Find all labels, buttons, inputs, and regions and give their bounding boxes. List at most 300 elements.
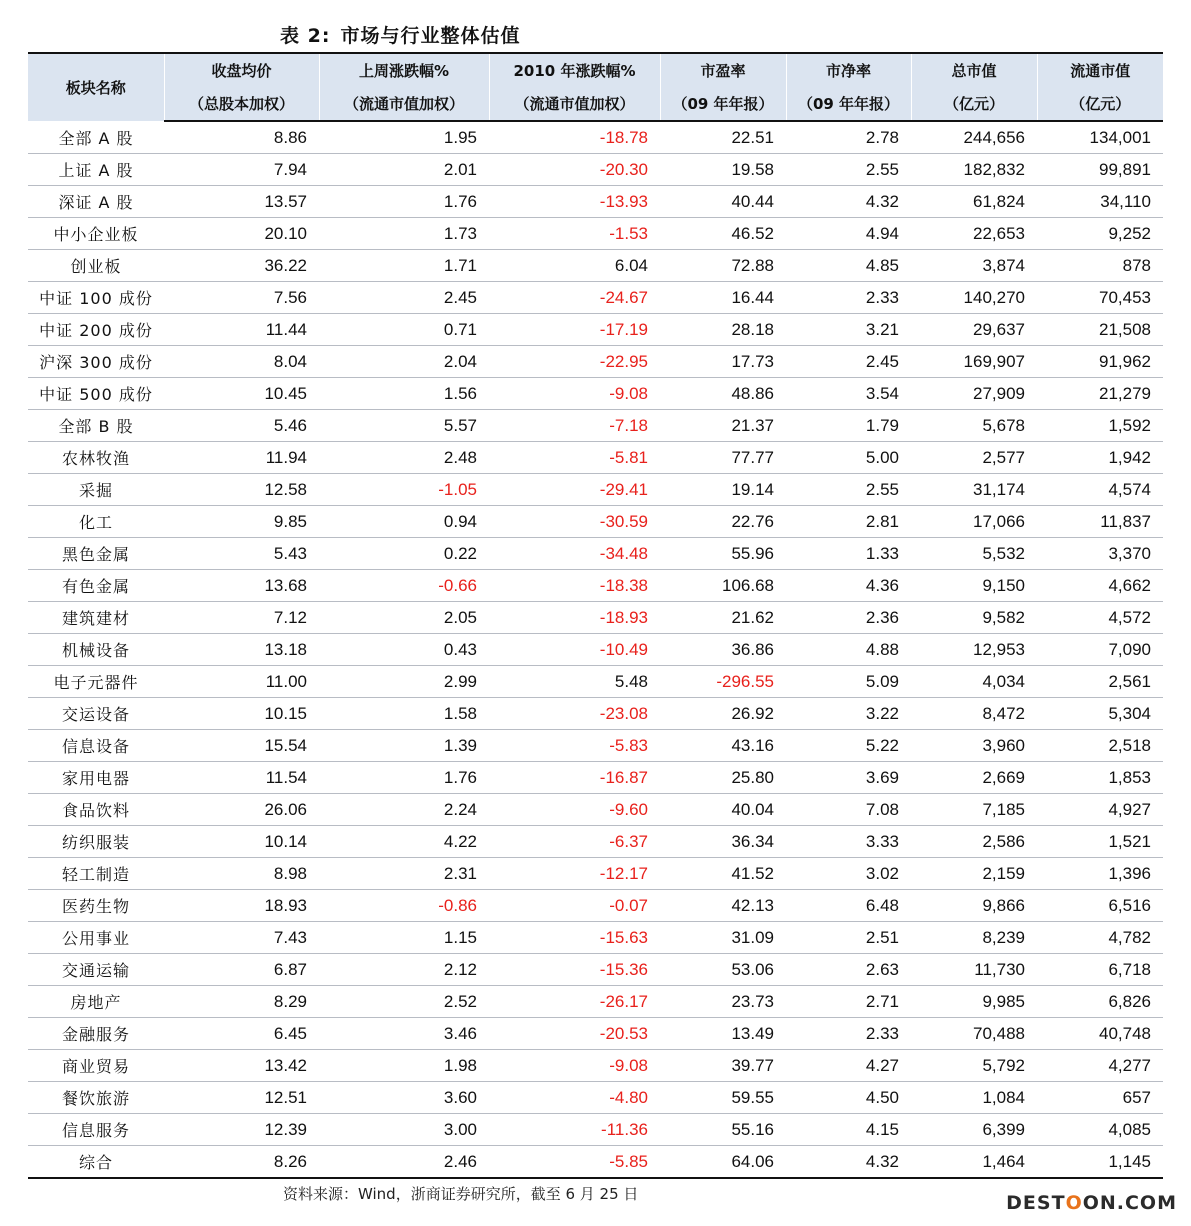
cell-ytd-change: -10.49 (489, 634, 660, 666)
cell-total-cap: 8,472 (911, 698, 1037, 730)
cell-float-cap: 4,085 (1037, 1114, 1163, 1146)
cell-total-cap: 7,185 (911, 794, 1037, 826)
cell-weekly-change: -1.05 (319, 474, 489, 506)
cell-weekly-change: 0.94 (319, 506, 489, 538)
cell-pb-ratio: 2.63 (786, 954, 911, 986)
cell-sector-name: 化工 (28, 506, 164, 538)
cell-total-cap: 70,488 (911, 1018, 1037, 1050)
cell-pe-ratio: 39.77 (660, 1050, 786, 1082)
header-pe-ratio-sub: （09 年年报） (660, 87, 786, 121)
cell-weekly-change: 2.45 (319, 282, 489, 314)
cell-total-cap: 27,909 (911, 378, 1037, 410)
cell-total-cap: 9,985 (911, 986, 1037, 1018)
cell-ytd-change: -15.36 (489, 954, 660, 986)
cell-total-cap: 31,174 (911, 474, 1037, 506)
cell-sector-name: 中证 200 成份 (28, 314, 164, 346)
cell-pb-ratio: 3.22 (786, 698, 911, 730)
cell-total-cap: 29,637 (911, 314, 1037, 346)
cell-close-price: 13.68 (164, 570, 319, 602)
cell-float-cap: 4,782 (1037, 922, 1163, 954)
cell-ytd-change: -12.17 (489, 858, 660, 890)
cell-pe-ratio: 42.13 (660, 890, 786, 922)
cell-pb-ratio: 4.32 (786, 186, 911, 218)
table-row (28, 282, 1163, 314)
cell-total-cap: 9,582 (911, 602, 1037, 634)
cell-ytd-change: -18.38 (489, 570, 660, 602)
cell-weekly-change: 0.43 (319, 634, 489, 666)
cell-float-cap: 5,304 (1037, 698, 1163, 730)
cell-pb-ratio: 2.71 (786, 986, 911, 1018)
cell-total-cap: 8,239 (911, 922, 1037, 954)
cell-sector-name: 电子元器件 (28, 666, 164, 698)
cell-weekly-change: 2.12 (319, 954, 489, 986)
cell-float-cap: 4,662 (1037, 570, 1163, 602)
cell-sector-name: 信息设备 (28, 730, 164, 762)
cell-total-cap: 1,084 (911, 1082, 1037, 1114)
table-row (28, 858, 1163, 890)
cell-weekly-change: -0.66 (319, 570, 489, 602)
cell-ytd-change: -0.07 (489, 890, 660, 922)
cell-total-cap: 17,066 (911, 506, 1037, 538)
cell-total-cap: 169,907 (911, 346, 1037, 378)
cell-sector-name: 深证 A 股 (28, 186, 164, 218)
cell-sector-name: 交通运输 (28, 954, 164, 986)
cell-weekly-change: 1.58 (319, 698, 489, 730)
cell-weekly-change: 1.15 (319, 922, 489, 954)
cell-sector-name: 综合 (28, 1146, 164, 1179)
cell-pb-ratio: 2.33 (786, 282, 911, 314)
cell-weekly-change: 2.46 (319, 1146, 489, 1179)
cell-pb-ratio: 3.69 (786, 762, 911, 794)
cell-float-cap: 1,396 (1037, 858, 1163, 890)
cell-weekly-change: 1.71 (319, 250, 489, 282)
table-row (28, 986, 1163, 1018)
cell-sector-name: 纺织服装 (28, 826, 164, 858)
table-row (28, 250, 1163, 282)
cell-total-cap: 2,669 (911, 762, 1037, 794)
header-close-price: 收盘均价 (164, 53, 319, 87)
table-row (28, 506, 1163, 538)
cell-close-price: 15.54 (164, 730, 319, 762)
cell-pe-ratio: 59.55 (660, 1082, 786, 1114)
cell-sector-name: 机械设备 (28, 634, 164, 666)
cell-weekly-change: 3.60 (319, 1082, 489, 1114)
table-row (28, 634, 1163, 666)
cell-close-price: 20.10 (164, 218, 319, 250)
header-close-price-sub: （总股本加权） (164, 87, 319, 121)
cell-pe-ratio: 31.09 (660, 922, 786, 954)
cell-float-cap: 7,090 (1037, 634, 1163, 666)
table-row (28, 442, 1163, 474)
cell-ytd-change: -20.30 (489, 154, 660, 186)
table-row (28, 666, 1163, 698)
cell-close-price: 5.46 (164, 410, 319, 442)
cell-ytd-change: -11.36 (489, 1114, 660, 1146)
cell-weekly-change: 2.05 (319, 602, 489, 634)
cell-total-cap: 9,150 (911, 570, 1037, 602)
cell-total-cap: 2,586 (911, 826, 1037, 858)
table-row (28, 890, 1163, 922)
cell-ytd-change: -18.93 (489, 602, 660, 634)
cell-pb-ratio: 2.55 (786, 154, 911, 186)
cell-float-cap: 4,277 (1037, 1050, 1163, 1082)
cell-ytd-change: 5.48 (489, 666, 660, 698)
cell-total-cap: 22,653 (911, 218, 1037, 250)
header-row-2 (28, 87, 1163, 121)
cell-weekly-change: 2.52 (319, 986, 489, 1018)
cell-pb-ratio: 3.21 (786, 314, 911, 346)
cell-weekly-change: 2.04 (319, 346, 489, 378)
cell-total-cap: 5,792 (911, 1050, 1037, 1082)
source-note: 资料来源：Wind，浙商证券研究所，截至 6 月 25 日 (283, 1185, 639, 1203)
table-row (28, 346, 1163, 378)
cell-pb-ratio: 1.33 (786, 538, 911, 570)
cell-total-cap: 5,678 (911, 410, 1037, 442)
cell-close-price: 7.12 (164, 602, 319, 634)
cell-pb-ratio: 4.32 (786, 1146, 911, 1179)
cell-close-price: 11.94 (164, 442, 319, 474)
cell-total-cap: 1,464 (911, 1146, 1037, 1179)
cell-weekly-change: 1.76 (319, 186, 489, 218)
cell-weekly-change: 3.00 (319, 1114, 489, 1146)
cell-sector-name: 食品饮料 (28, 794, 164, 826)
cell-pe-ratio: 22.76 (660, 506, 786, 538)
cell-weekly-change: 0.22 (319, 538, 489, 570)
cell-weekly-change: 0.71 (319, 314, 489, 346)
table-row (28, 538, 1163, 570)
cell-pb-ratio: 4.94 (786, 218, 911, 250)
cell-total-cap: 244,656 (911, 121, 1037, 154)
table-row (28, 218, 1163, 250)
cell-total-cap: 9,866 (911, 890, 1037, 922)
cell-sector-name: 全部 B 股 (28, 410, 164, 442)
cell-close-price: 36.22 (164, 250, 319, 282)
cell-pe-ratio: 16.44 (660, 282, 786, 314)
cell-close-price: 11.00 (164, 666, 319, 698)
table-row (28, 186, 1163, 218)
cell-weekly-change: 2.99 (319, 666, 489, 698)
cell-float-cap: 91,962 (1037, 346, 1163, 378)
cell-weekly-change: 1.56 (319, 378, 489, 410)
cell-pb-ratio: 4.36 (786, 570, 911, 602)
cell-pe-ratio: 46.52 (660, 218, 786, 250)
cell-sector-name: 黑色金属 (28, 538, 164, 570)
table-number: 表 2: (280, 25, 331, 47)
cell-sector-name: 公用事业 (28, 922, 164, 954)
cell-sector-name: 有色金属 (28, 570, 164, 602)
cell-float-cap: 2,561 (1037, 666, 1163, 698)
cell-ytd-change: -23.08 (489, 698, 660, 730)
cell-pb-ratio: 6.48 (786, 890, 911, 922)
cell-pb-ratio: 2.55 (786, 474, 911, 506)
cell-pe-ratio: 53.06 (660, 954, 786, 986)
table-row (28, 1050, 1163, 1082)
cell-close-price: 11.54 (164, 762, 319, 794)
cell-close-price: 13.57 (164, 186, 319, 218)
cell-ytd-change: -18.78 (489, 121, 660, 154)
cell-close-price: 7.94 (164, 154, 319, 186)
cell-float-cap: 21,508 (1037, 314, 1163, 346)
cell-weekly-change: -0.86 (319, 890, 489, 922)
cell-float-cap: 1,145 (1037, 1146, 1163, 1179)
cell-pb-ratio: 4.85 (786, 250, 911, 282)
table-body (28, 121, 1163, 1178)
cell-close-price: 9.85 (164, 506, 319, 538)
cell-pb-ratio: 4.88 (786, 634, 911, 666)
cell-pe-ratio: 106.68 (660, 570, 786, 602)
cell-float-cap: 4,572 (1037, 602, 1163, 634)
cell-float-cap: 6,718 (1037, 954, 1163, 986)
cell-ytd-change: -7.18 (489, 410, 660, 442)
watermark-text-post: ON.COM (1082, 1192, 1177, 1214)
cell-float-cap: 21,279 (1037, 378, 1163, 410)
cell-pe-ratio: 72.88 (660, 250, 786, 282)
cell-pb-ratio: 3.02 (786, 858, 911, 890)
cell-close-price: 12.39 (164, 1114, 319, 1146)
cell-total-cap: 182,832 (911, 154, 1037, 186)
cell-ytd-change: -6.37 (489, 826, 660, 858)
cell-ytd-change: -9.08 (489, 378, 660, 410)
cell-total-cap: 2,159 (911, 858, 1037, 890)
cell-weekly-change: 1.95 (319, 121, 489, 154)
cell-pe-ratio: 36.34 (660, 826, 786, 858)
cell-pe-ratio: -296.55 (660, 666, 786, 698)
cell-pe-ratio: 22.51 (660, 121, 786, 154)
cell-weekly-change: 1.98 (319, 1050, 489, 1082)
cell-float-cap: 3,370 (1037, 538, 1163, 570)
cell-ytd-change: -9.08 (489, 1050, 660, 1082)
table-row (28, 794, 1163, 826)
table-row (28, 1146, 1163, 1179)
cell-pe-ratio: 36.86 (660, 634, 786, 666)
table-row (28, 410, 1163, 442)
cell-float-cap: 9,252 (1037, 218, 1163, 250)
header-sector-name: 板块名称 (28, 53, 164, 121)
cell-float-cap: 657 (1037, 1082, 1163, 1114)
cell-weekly-change: 5.57 (319, 410, 489, 442)
cell-weekly-change: 1.73 (319, 218, 489, 250)
cell-pe-ratio: 23.73 (660, 986, 786, 1018)
cell-weekly-change: 1.76 (319, 762, 489, 794)
header-total-cap: 总市值 (911, 53, 1037, 87)
cell-pb-ratio: 5.09 (786, 666, 911, 698)
cell-pb-ratio: 2.45 (786, 346, 911, 378)
cell-float-cap: 6,516 (1037, 890, 1163, 922)
cell-pb-ratio: 2.51 (786, 922, 911, 954)
cell-float-cap: 2,518 (1037, 730, 1163, 762)
cell-close-price: 8.98 (164, 858, 319, 890)
cell-close-price: 10.14 (164, 826, 319, 858)
cell-close-price: 12.51 (164, 1082, 319, 1114)
cell-sector-name: 中小企业板 (28, 218, 164, 250)
cell-sector-name: 沪深 300 成份 (28, 346, 164, 378)
cell-pb-ratio: 5.00 (786, 442, 911, 474)
cell-total-cap: 2,577 (911, 442, 1037, 474)
cell-close-price: 18.93 (164, 890, 319, 922)
cell-pe-ratio: 64.06 (660, 1146, 786, 1179)
cell-pe-ratio: 21.37 (660, 410, 786, 442)
cell-float-cap: 878 (1037, 250, 1163, 282)
cell-pe-ratio: 77.77 (660, 442, 786, 474)
cell-sector-name: 创业板 (28, 250, 164, 282)
cell-pe-ratio: 17.73 (660, 346, 786, 378)
cell-float-cap: 1,942 (1037, 442, 1163, 474)
table-row (28, 1114, 1163, 1146)
table-row (28, 314, 1163, 346)
cell-pb-ratio: 2.33 (786, 1018, 911, 1050)
cell-total-cap: 12,953 (911, 634, 1037, 666)
cell-ytd-change: -5.85 (489, 1146, 660, 1179)
cell-ytd-change: -15.63 (489, 922, 660, 954)
table-row (28, 1018, 1163, 1050)
cell-pe-ratio: 41.52 (660, 858, 786, 890)
header-ytd-change-sub: （流通市值加权） (489, 87, 660, 121)
header-float-cap-sub: （亿元） (1037, 87, 1163, 121)
cell-ytd-change: -20.53 (489, 1018, 660, 1050)
cell-sector-name: 农林牧渔 (28, 442, 164, 474)
valuation-table (28, 52, 1163, 1179)
table-header (28, 53, 1163, 121)
header-ytd-change: 2010 年涨跌幅% (489, 53, 660, 87)
cell-total-cap: 6,399 (911, 1114, 1037, 1146)
cell-float-cap: 1,592 (1037, 410, 1163, 442)
cell-sector-name: 商业贸易 (28, 1050, 164, 1082)
cell-pe-ratio: 43.16 (660, 730, 786, 762)
cell-close-price: 11.44 (164, 314, 319, 346)
cell-weekly-change: 1.39 (319, 730, 489, 762)
table-row (28, 378, 1163, 410)
table-title (280, 20, 520, 52)
cell-sector-name: 全部 A 股 (28, 121, 164, 154)
cell-sector-name: 上证 A 股 (28, 154, 164, 186)
cell-sector-name: 信息服务 (28, 1114, 164, 1146)
cell-close-price: 26.06 (164, 794, 319, 826)
cell-pe-ratio: 40.44 (660, 186, 786, 218)
cell-ytd-change: -16.87 (489, 762, 660, 794)
cell-close-price: 12.58 (164, 474, 319, 506)
cell-pb-ratio: 4.15 (786, 1114, 911, 1146)
cell-ytd-change: 6.04 (489, 250, 660, 282)
cell-weekly-change: 4.22 (319, 826, 489, 858)
cell-pb-ratio: 7.08 (786, 794, 911, 826)
cell-pe-ratio: 55.96 (660, 538, 786, 570)
cell-pb-ratio: 3.33 (786, 826, 911, 858)
cell-close-price: 8.04 (164, 346, 319, 378)
table-row (28, 474, 1163, 506)
cell-close-price: 6.45 (164, 1018, 319, 1050)
cell-total-cap: 5,532 (911, 538, 1037, 570)
cell-pb-ratio: 2.78 (786, 121, 911, 154)
cell-sector-name: 餐饮旅游 (28, 1082, 164, 1114)
cell-sector-name: 金融服务 (28, 1018, 164, 1050)
cell-pe-ratio: 26.92 (660, 698, 786, 730)
cell-weekly-change: 2.24 (319, 794, 489, 826)
cell-sector-name: 轻工制造 (28, 858, 164, 890)
header-total-cap-sub: （亿元） (911, 87, 1037, 121)
cell-total-cap: 61,824 (911, 186, 1037, 218)
cell-total-cap: 11,730 (911, 954, 1037, 986)
cell-pb-ratio: 1.79 (786, 410, 911, 442)
header-pb-ratio: 市净率 (786, 53, 911, 87)
cell-pb-ratio: 4.50 (786, 1082, 911, 1114)
cell-close-price: 5.43 (164, 538, 319, 570)
cell-ytd-change: -22.95 (489, 346, 660, 378)
cell-sector-name: 中证 500 成份 (28, 378, 164, 410)
cell-sector-name: 交运设备 (28, 698, 164, 730)
header-weekly-change-sub: （流通市值加权） (319, 87, 489, 121)
table-row (28, 602, 1163, 634)
header-pb-ratio-sub: （09 年年报） (786, 87, 911, 121)
cell-weekly-change: 2.31 (319, 858, 489, 890)
cell-ytd-change: -24.67 (489, 282, 660, 314)
table-row (28, 570, 1163, 602)
cell-close-price: 8.26 (164, 1146, 319, 1179)
cell-pb-ratio: 2.81 (786, 506, 911, 538)
cell-float-cap: 11,837 (1037, 506, 1163, 538)
cell-ytd-change: -13.93 (489, 186, 660, 218)
cell-weekly-change: 2.01 (319, 154, 489, 186)
cell-pe-ratio: 19.14 (660, 474, 786, 506)
cell-ytd-change: -34.48 (489, 538, 660, 570)
cell-pe-ratio: 25.80 (660, 762, 786, 794)
cell-ytd-change: -29.41 (489, 474, 660, 506)
cell-pb-ratio: 4.27 (786, 1050, 911, 1082)
table-row (28, 730, 1163, 762)
cell-close-price: 7.43 (164, 922, 319, 954)
cell-weekly-change: 3.46 (319, 1018, 489, 1050)
cell-float-cap: 134,001 (1037, 121, 1163, 154)
cell-close-price: 13.18 (164, 634, 319, 666)
cell-float-cap: 1,521 (1037, 826, 1163, 858)
cell-pb-ratio: 2.36 (786, 602, 911, 634)
cell-sector-name: 医药生物 (28, 890, 164, 922)
cell-pe-ratio: 40.04 (660, 794, 786, 826)
table-row (28, 698, 1163, 730)
cell-ytd-change: -1.53 (489, 218, 660, 250)
table-row (28, 154, 1163, 186)
cell-close-price: 8.29 (164, 986, 319, 1018)
cell-ytd-change: -17.19 (489, 314, 660, 346)
cell-float-cap: 4,927 (1037, 794, 1163, 826)
cell-ytd-change: -30.59 (489, 506, 660, 538)
cell-close-price: 8.86 (164, 121, 319, 154)
cell-pe-ratio: 28.18 (660, 314, 786, 346)
header-row-1 (28, 53, 1163, 87)
cell-float-cap: 40,748 (1037, 1018, 1163, 1050)
header-float-cap: 流通市值 (1037, 53, 1163, 87)
cell-weekly-change: 2.48 (319, 442, 489, 474)
header-pe-ratio: 市盈率 (660, 53, 786, 87)
cell-close-price: 13.42 (164, 1050, 319, 1082)
cell-sector-name: 建筑建材 (28, 602, 164, 634)
cell-pb-ratio: 3.54 (786, 378, 911, 410)
cell-total-cap: 140,270 (911, 282, 1037, 314)
table-row (28, 954, 1163, 986)
cell-sector-name: 家用电器 (28, 762, 164, 794)
table-caption: 市场与行业整体估值 (340, 25, 521, 47)
cell-close-price: 10.45 (164, 378, 319, 410)
cell-ytd-change: -26.17 (489, 986, 660, 1018)
cell-ytd-change: -4.80 (489, 1082, 660, 1114)
cell-pe-ratio: 13.49 (660, 1018, 786, 1050)
table-row (28, 826, 1163, 858)
cell-pe-ratio: 19.58 (660, 154, 786, 186)
cell-float-cap: 70,453 (1037, 282, 1163, 314)
table-row (28, 121, 1163, 154)
cell-float-cap: 99,891 (1037, 154, 1163, 186)
cell-pe-ratio: 48.86 (660, 378, 786, 410)
cell-float-cap: 6,826 (1037, 986, 1163, 1018)
